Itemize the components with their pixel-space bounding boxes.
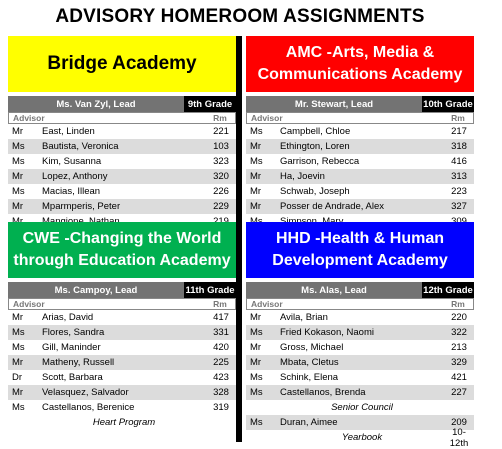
amc-grade: 10th Grade [422,96,474,112]
advisor-title: Ms [250,327,263,338]
heart-program-note: Heart Program [92,417,156,428]
advisor-name: Gill, Maninder [42,342,101,353]
table-row [246,124,474,139]
advisor-name: Ha, Joevin [280,171,325,182]
table-row [8,169,236,184]
advisor-name: Ethington, Loren [280,141,350,152]
advisor-name: Flores, Sandra [42,327,105,338]
advisor-header: Advisor [13,299,45,309]
advisor-title: Mr [12,126,24,137]
advisor-name: Macias, Illean [42,186,101,197]
advisor-name: Velasquez, Salvador [42,387,129,398]
table-row [246,385,474,400]
room-number: 220 [451,312,467,323]
table-row [246,184,474,199]
table-row [8,325,236,340]
table-row [8,385,236,400]
rm-header: Rm [213,299,227,309]
room-number: 331 [213,327,229,338]
amc-banner-line1: AMC -Arts, Media & [285,44,435,61]
table-row [8,154,236,169]
advisor-name: Castellanos, Berenice [42,402,135,413]
bridge-rows [8,124,236,229]
advisor-title: Ms [250,387,263,398]
rm-header: Rm [213,113,227,123]
table-row [246,355,474,370]
cwe-lead-row [8,282,236,298]
table-row [8,124,236,139]
cwe-grade: 11th Grade [184,282,236,298]
table-row [8,370,236,385]
center-divider [236,36,242,442]
advisor-title: Ms [12,141,25,152]
table-row [8,184,236,199]
advisor-name: Duran, Aimee [280,417,338,428]
cwe-academy-panel [8,222,236,430]
table-row [246,154,474,169]
table-row [246,310,474,325]
bridge-grade: 9th Grade [184,96,236,112]
bridge-lead: Ms. Van Zyl, Lead [8,96,184,112]
cwe-banner [8,222,236,278]
room-number: 103 [213,141,229,152]
amc-rows [246,124,474,229]
advisor-name: Garrison, Rebecca [280,156,360,167]
advisor-name: Campbell, Chloe [280,126,351,137]
table-row [8,340,236,355]
room-number: 213 [451,342,467,353]
advisor-name: Bautista, Veronica [42,141,119,152]
table-row [8,139,236,154]
table-row [246,370,474,385]
room-number: 417 [213,312,229,323]
advisor-header: Advisor [13,113,45,123]
advisor-name: Arias, David [42,312,94,323]
cwe-column-header [8,298,236,310]
advisor-name: Mparmperis, Peter [42,201,121,212]
room-number: 319 [213,402,229,413]
room-number: 416 [451,156,467,167]
advisor-name: Lopez, Anthony [42,171,108,182]
advisor-header: Advisor [251,113,283,123]
amc-banner [246,36,474,92]
table-row [8,355,236,370]
rm-header: Rm [451,299,465,309]
bridge-banner-title: Bridge Academy [47,53,197,74]
amc-banner-line2: Communications Academy [257,66,463,83]
advisor-title: Mr [12,312,24,323]
advisor-name: Posser de Andrade, Alex [280,201,385,212]
table-row [246,415,474,430]
table-row [8,199,236,214]
rm-header: Rm [451,113,465,123]
room-number: 421 [451,372,467,383]
room-number: 327 [451,201,467,212]
advisor-title: Mr [250,342,262,353]
advisor-title: Mr [250,201,262,212]
room-number: 322 [451,327,467,338]
advisor-title: Ms [12,342,25,353]
room-number: 226 [213,186,229,197]
bridge-lead-row [8,96,236,112]
room-number: 423 [213,372,229,383]
advisor-name: Matheny, Russell [42,357,115,368]
cwe-banner-line1: CWE -Changing the World [22,230,222,247]
room-number: 209 [451,417,467,428]
room-number: 328 [213,387,229,398]
bridge-academy-panel [8,36,236,229]
room-number: 329 [451,357,467,368]
hhd-grade: 12th Grade [422,282,474,298]
advisor-title: Mr [250,357,262,368]
room-number: 320 [213,171,229,182]
room-number: 223 [451,186,467,197]
advisor-name: Kim, Susanna [42,156,102,167]
amc-column-header [246,112,474,124]
advisor-title: Ms [12,402,25,413]
room-number: 420 [213,342,229,353]
advisor-name: Schwab, Joseph [280,186,350,197]
yearbook-grades: 10-12th [449,426,469,449]
senior-council-note: Senior Council [331,402,393,413]
advisor-title: Ms [12,186,25,197]
advisor-title: Ms [250,156,263,167]
amc-lead-row [246,96,474,112]
advisor-name: East, Linden [42,126,95,137]
room-number: 229 [213,201,229,212]
advisor-title: Dr [12,372,23,383]
advisor-name: Schink, Elena [280,372,339,383]
hhd-banner-line1: HHD -Health & Human [275,230,444,247]
hhd-banner [246,222,474,278]
advisor-name: Mbata, Cletus [280,357,339,368]
advisor-name: Gross, Michael [280,342,344,353]
hhd-lead: Ms. Alas, Lead [246,282,422,298]
room-number: 225 [213,357,229,368]
yearbook-note: Yearbook [341,432,383,443]
advisor-title: Mr [250,312,262,323]
room-number: 313 [451,171,467,182]
hhd-column-header [246,298,474,310]
room-number: 227 [451,387,467,398]
cwe-banner-line2: through Education Academy [13,252,231,269]
hhd-note2-row [246,426,474,449]
table-row [246,199,474,214]
cwe-lead: Ms. Campoy, Lead [8,282,184,298]
advisor-title: Ms [250,126,263,137]
amc-lead: Mr. Stewart, Lead [246,96,422,112]
amc-academy-panel [246,36,474,229]
hhd-banner-line2: Development Academy [272,252,448,269]
hhd-note-row [246,400,474,415]
bridge-banner [8,36,236,92]
advisor-name: Castellanos, Brenda [280,387,366,398]
hhd-rows [246,310,474,400]
room-number: 217 [451,126,467,137]
table-row [246,169,474,184]
advisor-title: Mr [12,171,24,182]
advisor-name: Scott, Barbara [42,372,103,383]
advisor-title: Ms [12,327,25,338]
advisor-title: Ms [12,156,25,167]
advisor-title: Mr [250,186,262,197]
table-row [246,325,474,340]
page-title: ADVISORY HOMEROOM ASSIGNMENTS [55,6,425,27]
advisor-title: Mr [12,357,24,368]
room-number: 323 [213,156,229,167]
advisor-name: Avila, Brian [280,312,328,323]
room-number: 221 [213,126,229,137]
bridge-column-header [8,112,236,124]
room-number: 318 [451,141,467,152]
table-row [8,400,236,415]
table-row [8,310,236,325]
cwe-note-row [8,415,236,430]
table-row [246,340,474,355]
advisor-name: Fried Kokason, Naomi [280,327,374,338]
table-row [246,139,474,154]
hhd-academy-panel [246,222,474,449]
advisor-title: Mr [250,171,262,182]
advisor-title: Mr [12,201,24,212]
advisor-title: Mr [12,387,24,398]
cwe-rows [8,310,236,415]
advisor-header: Advisor [251,299,283,309]
hhd-lead-row [246,282,474,298]
advisor-title: Ms [250,417,263,428]
advisor-title: Ms [250,372,263,383]
advisor-title: Mr [250,141,262,152]
